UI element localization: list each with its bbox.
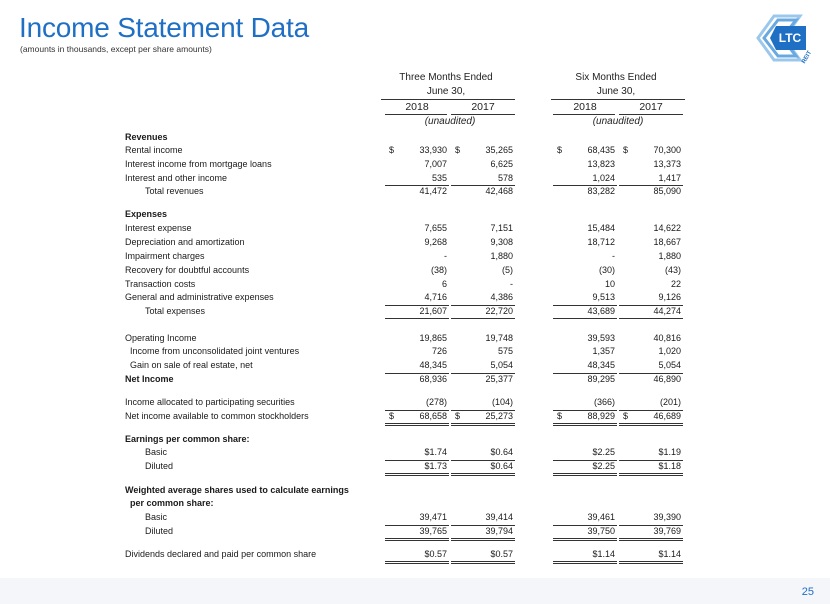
row-value: 39,750 [587, 526, 615, 536]
year-col-2: 2017 [471, 101, 495, 113]
unaudited-label-1: (unaudited) [424, 116, 476, 127]
table-row [0, 396, 830, 409]
row-value: - [444, 251, 447, 261]
row-label: Interest income from mortgage loans [125, 159, 272, 169]
table-row [0, 305, 830, 318]
year-rule-1 [385, 114, 447, 115]
row-label: Expenses [125, 209, 168, 219]
table-row [0, 250, 830, 263]
row-value: 13,373 [653, 159, 681, 169]
row-value: 578 [497, 173, 513, 183]
row-value: 1,417 [658, 173, 681, 183]
row-value: 21,607 [419, 306, 447, 316]
table-row [0, 291, 830, 304]
table-rule [385, 305, 449, 306]
row-value: $0.64 [490, 461, 513, 471]
row-value: 18,667 [653, 237, 681, 247]
table-row [0, 158, 830, 171]
page-title: Income Statement Data [19, 12, 309, 43]
table-rule [553, 538, 617, 541]
table-rule [451, 473, 515, 476]
row-value: 40,816 [653, 333, 681, 343]
row-value: 5,054 [490, 360, 513, 370]
table-rule [451, 561, 515, 564]
row-value: 68,435 [587, 145, 615, 155]
currency-symbol: $ [455, 411, 461, 421]
row-value: (5) [502, 265, 513, 275]
group2-line1: Six Months Ended [575, 72, 657, 83]
row-value: 22 [670, 279, 681, 289]
row-value: - [612, 251, 615, 261]
row-value: (278) [425, 397, 447, 407]
table-rule [553, 305, 617, 306]
row-value: $1.73 [424, 461, 447, 471]
table-rule [385, 538, 449, 541]
table-row [0, 359, 830, 372]
currency-symbol: $ [389, 411, 395, 421]
row-value: 9,268 [424, 237, 447, 247]
row-value: 13,823 [587, 159, 615, 169]
row-value: 535 [431, 173, 447, 183]
footer-bar [0, 578, 830, 604]
group1-line2: June 30, [426, 86, 466, 97]
row-value: 48,345 [419, 360, 447, 370]
row-value: 41,472 [419, 186, 447, 196]
row-value: $0.57 [490, 549, 513, 559]
row-value: 39,769 [653, 526, 681, 536]
row-value: - [510, 279, 513, 289]
row-value: 22,720 [485, 306, 513, 316]
row-value: (43) [664, 265, 681, 275]
row-value: 39,461 [587, 512, 615, 522]
table-rule [619, 460, 683, 461]
row-value: $0.64 [490, 447, 513, 457]
row-value: 39,765 [419, 526, 447, 536]
row-label: Weighted average shares used to calculate earnings [125, 485, 349, 495]
row-value: 4,386 [490, 292, 513, 302]
table-row [0, 144, 830, 157]
table-rule [619, 561, 683, 564]
table-rule [553, 410, 617, 411]
row-value: 39,593 [587, 333, 615, 343]
table-row [0, 511, 830, 524]
table-rule [553, 185, 617, 186]
row-value: 46,689 [653, 411, 681, 421]
year-rule-4 [619, 114, 683, 115]
row-value: 575 [497, 346, 513, 356]
row-label: Interest expense [125, 223, 192, 233]
row-value: 5,054 [658, 360, 681, 370]
table-rule [553, 318, 617, 319]
row-value: $2.25 [592, 461, 615, 471]
unaudited-label-2: (unaudited) [592, 116, 644, 127]
row-label: Net Income [125, 374, 174, 384]
row-value: 46,890 [653, 374, 681, 384]
row-value: 43,689 [587, 306, 615, 316]
currency-symbol: $ [557, 411, 563, 421]
row-value: 70,300 [653, 145, 681, 155]
year-col-1: 2018 [405, 101, 429, 113]
row-label: General and administrative expenses [125, 292, 274, 302]
row-label: Total expenses [145, 306, 206, 316]
row-label: Interest and other income [125, 173, 228, 183]
table-rule [385, 561, 449, 564]
table-rule [451, 373, 515, 374]
row-value: 10 [604, 279, 615, 289]
row-value: 1,880 [658, 251, 681, 261]
page-number: 25 [801, 586, 814, 598]
row-label: Transaction costs [125, 279, 196, 289]
row-label: Net income available to common stockholders [125, 411, 309, 421]
table-row [0, 484, 830, 497]
row-value: 1,024 [592, 173, 615, 183]
table-rule [451, 423, 515, 426]
table-row [0, 264, 830, 277]
row-label: Depreciation and amortization [125, 237, 245, 247]
row-value: 89,295 [587, 374, 615, 384]
table-rule [619, 373, 683, 374]
table-rule [451, 525, 515, 526]
row-label: Total revenues [145, 186, 204, 196]
year-col-4: 2017 [639, 101, 663, 113]
table-rule [619, 185, 683, 186]
row-value: 39,471 [419, 512, 447, 522]
row-value: 6,625 [490, 159, 513, 169]
row-label: Diluted [145, 461, 174, 471]
table-rule [619, 473, 683, 476]
table-row [0, 208, 830, 221]
row-value: 88,929 [587, 411, 615, 421]
row-value: 68,658 [419, 411, 447, 421]
row-value: 14,622 [653, 223, 681, 233]
row-value: $0.57 [424, 549, 447, 559]
row-value: $1.14 [592, 549, 615, 559]
ltc-logo [750, 10, 814, 66]
table-rule [553, 423, 617, 426]
row-label: Earnings per common share: [125, 434, 250, 444]
row-value: (104) [491, 397, 513, 407]
row-value: 9,513 [592, 292, 615, 302]
table-rule [385, 185, 449, 186]
row-value: 9,308 [490, 237, 513, 247]
table-rule [385, 423, 449, 426]
row-label: Income from unconsolidated joint ventures [130, 346, 300, 356]
currency-symbol: $ [455, 145, 461, 155]
table-row [0, 446, 830, 459]
row-value: $2.25 [592, 447, 615, 457]
currency-symbol: $ [389, 145, 395, 155]
group2-line2: June 30, [596, 86, 636, 97]
row-label: Operating Income [125, 333, 197, 343]
year-rule-3 [553, 114, 615, 115]
currency-symbol: $ [623, 145, 629, 155]
row-value: 42,468 [485, 186, 513, 196]
table-rule [451, 410, 515, 411]
currency-symbol: $ [623, 411, 629, 421]
row-value: 18,712 [587, 237, 615, 247]
row-label: Rental income [125, 145, 183, 155]
table-rule [553, 373, 617, 374]
table-rule [553, 561, 617, 564]
row-value: 25,377 [485, 374, 513, 384]
table-rule [385, 473, 449, 476]
table-row [0, 332, 830, 345]
table-rule [619, 525, 683, 526]
row-value: 25,273 [485, 411, 513, 421]
row-value: (366) [593, 397, 615, 407]
row-label: Income allocated to participating securities [125, 397, 295, 407]
row-value: (38) [430, 265, 447, 275]
table-rule [451, 538, 515, 541]
table-row [0, 548, 830, 561]
group1-header-rule [381, 99, 515, 100]
page-subtitle: (amounts in thousands, except per share amounts) [20, 44, 212, 54]
row-value: 7,151 [490, 223, 513, 233]
row-value: 35,265 [485, 145, 513, 155]
row-value: $1.19 [658, 447, 681, 457]
table-rule [619, 423, 683, 426]
table-rule [619, 318, 683, 319]
row-value: 726 [431, 346, 447, 356]
table-row [0, 278, 830, 291]
row-value: 4,716 [424, 292, 447, 302]
table-rule [619, 538, 683, 541]
row-value: 1,357 [592, 346, 615, 356]
table-row [0, 236, 830, 249]
row-value: 33,930 [419, 145, 447, 155]
table-rule [385, 525, 449, 526]
table-row [0, 131, 830, 144]
year-rule-2 [451, 114, 515, 115]
row-label: Revenues [125, 132, 168, 142]
row-label: Recovery for doubtful accounts [125, 265, 250, 275]
row-label: Impairment charges [125, 251, 205, 261]
row-value: $1.14 [658, 549, 681, 559]
row-label: Dividends declared and paid per common share [125, 549, 317, 559]
table-rule [619, 305, 683, 306]
row-value: 83,282 [587, 186, 615, 196]
row-value: 19,748 [485, 333, 513, 343]
row-value: 68,936 [419, 374, 447, 384]
table-row [0, 185, 830, 198]
row-label: Diluted [145, 526, 174, 536]
table-rule [385, 373, 449, 374]
row-value: 39,414 [485, 512, 513, 522]
row-value: 19,865 [419, 333, 447, 343]
row-value: 9,126 [658, 292, 681, 302]
table-row [0, 345, 830, 358]
table-row [0, 172, 830, 185]
row-value: $1.74 [424, 447, 447, 457]
table-row [0, 222, 830, 235]
logo-subtext: REIT [801, 50, 814, 65]
table-rule [451, 318, 515, 319]
row-value: 48,345 [587, 360, 615, 370]
row-value: 1,880 [490, 251, 513, 261]
group2-header-rule [551, 99, 685, 100]
table-rule [385, 460, 449, 461]
row-value: $1.18 [658, 461, 681, 471]
table-rule [553, 473, 617, 476]
row-value: (30) [598, 265, 615, 275]
table-row [0, 497, 830, 510]
logo-text: LTC [778, 31, 802, 45]
group1-line1: Three Months Ended [399, 72, 493, 83]
row-label: Gain on sale of real estate, net [130, 360, 253, 370]
table-row [0, 433, 830, 446]
row-value: 39,794 [485, 526, 513, 536]
year-col-3: 2018 [573, 101, 597, 113]
table-rule [451, 305, 515, 306]
row-value: 15,484 [587, 223, 615, 233]
table-rule [619, 410, 683, 411]
row-value: 6 [441, 279, 447, 289]
table-row [0, 410, 830, 423]
row-value: (201) [659, 397, 681, 407]
row-value: 7,655 [424, 223, 447, 233]
table-row [0, 460, 830, 473]
table-row [0, 525, 830, 538]
row-label: per common share: [130, 498, 214, 508]
currency-symbol: $ [557, 145, 563, 155]
table-rule [553, 525, 617, 526]
table-rule [553, 460, 617, 461]
table-row [0, 373, 830, 386]
row-value: 7,007 [424, 159, 447, 169]
row-value: 39,390 [653, 512, 681, 522]
table-rule [451, 185, 515, 186]
table-rule [451, 460, 515, 461]
row-value: 85,090 [653, 186, 681, 196]
row-value: 1,020 [658, 346, 681, 356]
row-value: 44,274 [653, 306, 681, 316]
row-label: Basic [145, 512, 168, 522]
row-label: Basic [145, 447, 168, 457]
table-rule [385, 410, 449, 411]
table-rule [385, 318, 449, 319]
